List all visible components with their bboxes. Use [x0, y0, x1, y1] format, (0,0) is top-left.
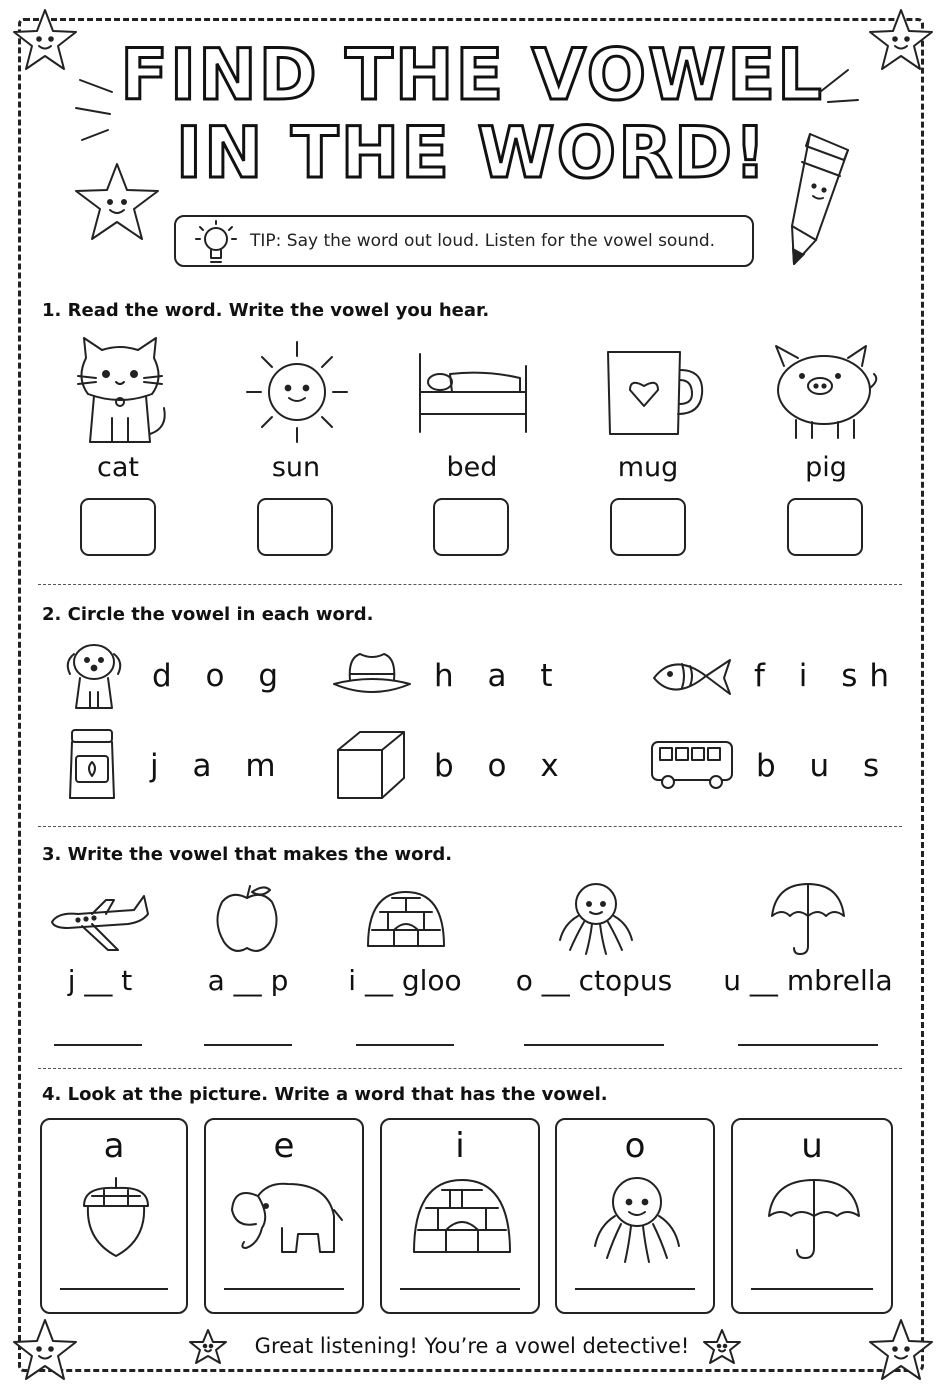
tip-text: TIP: Say the word out loud. Listen for the vowel sound. [250, 231, 716, 251]
answer-line[interactable] [575, 1288, 695, 1290]
section-divider [38, 584, 902, 585]
vowel-card [380, 1118, 540, 1314]
answer-box[interactable] [787, 498, 863, 556]
pig-icon [768, 344, 884, 442]
tip-box [174, 215, 754, 267]
jam-jar-icon [66, 728, 118, 802]
answer-line[interactable] [60, 1288, 168, 1290]
cat-icon [72, 338, 172, 448]
igloo-icon [364, 888, 448, 950]
star-icon [72, 160, 162, 244]
vowel-card [555, 1118, 715, 1314]
sun-icon [245, 340, 349, 444]
vowel-letter: i [455, 1126, 465, 1166]
fill-word: i __ gloo [348, 964, 462, 997]
circle-word: b o x [434, 748, 571, 784]
vowel-card [40, 1118, 188, 1314]
section-4-title: 4. Look at the picture. Write a word that has the vowel. [42, 1084, 608, 1105]
bed-icon [416, 352, 530, 436]
section-2-title: 2. Circle the vowel in each word. [42, 604, 374, 625]
umbrella-icon [768, 880, 848, 956]
section-divider [38, 1068, 902, 1069]
star-icon [702, 1328, 742, 1366]
bus-icon [650, 738, 734, 792]
circle-word: h a t [434, 658, 565, 694]
mug-icon [604, 348, 708, 440]
jet-icon [48, 892, 148, 954]
vowel-card [731, 1118, 893, 1314]
fill-word: o __ ctopus [515, 964, 673, 997]
page-title-line-2: IN THE WORD! [175, 112, 769, 194]
word-label: sun [271, 452, 321, 483]
answer-line[interactable] [54, 1044, 142, 1046]
word-label: mug [617, 452, 679, 483]
fill-word: a __ p [207, 964, 289, 997]
vowel-letter: e [273, 1126, 295, 1166]
answer-box[interactable] [610, 498, 686, 556]
circle-word: f i sh [754, 658, 902, 694]
circle-word: j a m [150, 748, 288, 784]
octopus-icon [591, 1174, 683, 1264]
section-3-title: 3. Write the vowel that makes the word. [42, 844, 453, 865]
section-1-title: 1. Read the word. Write the vowel you hear. [42, 300, 490, 321]
fill-word: j __ t [67, 964, 133, 997]
answer-box[interactable] [433, 498, 509, 556]
circle-word: b u s [756, 748, 892, 784]
lightbulb-icon [194, 219, 238, 269]
sparkle-lines-icon [70, 74, 120, 144]
pencil-icon [780, 128, 860, 268]
elephant-icon [228, 1176, 344, 1258]
footer-message: Great listening! You’re a vowel detective! [254, 1334, 690, 1358]
word-label: cat [97, 452, 139, 483]
fish-icon [650, 650, 734, 704]
acorn-icon [76, 1176, 156, 1260]
vowel-letter: o [624, 1126, 646, 1166]
fill-word: u __ mbrella [723, 964, 893, 997]
dog-icon [62, 640, 126, 712]
box-icon [334, 728, 408, 802]
circle-word: d o g [152, 658, 291, 694]
answer-line[interactable] [204, 1044, 292, 1046]
vowel-letter: a [103, 1126, 125, 1166]
word-label: pig [805, 452, 847, 483]
sparkle-lines-icon [812, 64, 862, 114]
answer-line[interactable] [224, 1288, 344, 1290]
octopus-icon [556, 880, 636, 956]
answer-line[interactable] [524, 1044, 664, 1046]
answer-box[interactable] [257, 498, 333, 556]
answer-line[interactable] [400, 1288, 520, 1290]
umbrella-icon [765, 1176, 863, 1260]
page-title-line-1: FIND THE VOWEL [120, 34, 824, 116]
word-label: bed [446, 452, 498, 483]
igloo-icon [410, 1176, 514, 1256]
vowel-card [204, 1118, 364, 1314]
section-divider [38, 826, 902, 827]
apple-icon [212, 882, 282, 956]
hat-icon [332, 650, 412, 700]
answer-line[interactable] [356, 1044, 454, 1046]
answer-line[interactable] [738, 1044, 878, 1046]
answer-box[interactable] [80, 498, 156, 556]
vowel-letter: u [801, 1126, 823, 1166]
answer-line[interactable] [751, 1288, 873, 1290]
